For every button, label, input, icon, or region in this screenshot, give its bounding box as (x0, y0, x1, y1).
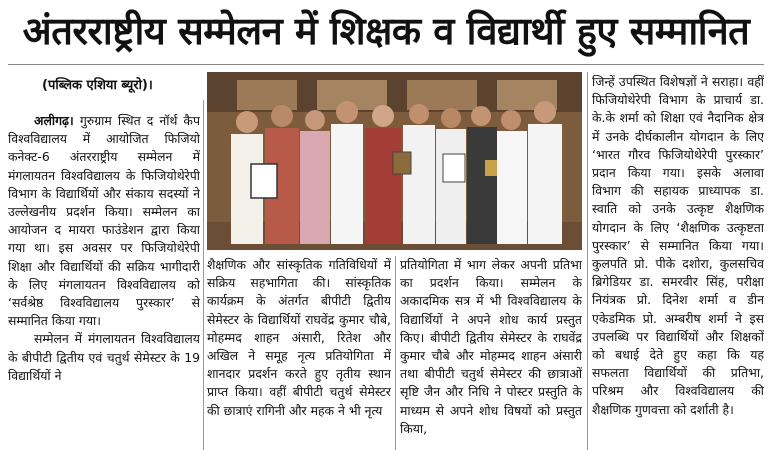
group-photo-illustration (207, 72, 582, 250)
headline-rule (8, 64, 764, 65)
article-column-1 (8, 112, 200, 450)
column-1-text: गुरुग्राम स्थित द नॉर्थ कैप विश्वविद्यालय में आयोजित फिजियो कनेक्ट-6 अंतरराष्ट्रीय सम्मेलन में मंगलायतन विश्वविद्यालय के फिजियोथेरेपी विभाग के विद्यार्थियों और संकाय सदस्यों ने उल्लेखनीय प्रदर्शन किया। सम्मेलन का आयोजन द मायरा फाउंडेशन द्वारा किया गया था। इस अवसर पर फिजियोथेरेपी शिक्षा और विद्यार्थियों की सक्रिय भागीदारी के लिए मंगलायतन विश्वविद्यालय को ‘सर्वश्रेष्ठ विश्वविद्यालय पुरस्कार’ से सम्मानित किया गया। (8, 113, 200, 329)
article-column-2 (207, 256, 391, 450)
column-divider (203, 100, 204, 450)
column-divider (587, 72, 588, 450)
column-2-text: शैक्षणिक और सांस्कृतिक गतिविधियों में सक्रिय सहभागिता की। सांस्कृतिक कार्यक्रम के अंतर्गत बीपीटी द्वितीय सेमेस्टर के विद्यार्थियों राघवेंद्र कुमार चौबे, मोहम्मद शाहन अंसारी, रितेश और अखिल ने समूह नृत्य प्रतियोगिता में शानदार प्रदर्शन करते हुए तृतीय स्थान प्राप्त किया। वहीं बीपीटी चतुर्थ सेमेस्टर की छात्राएं रागिनी और महक ने भी नृत्य (207, 257, 391, 418)
column-4-text: जिन्हें उपस्थित विशेषज्ञों ने सराहा। वहीं फिजियोथेरेपी विभाग के प्राचार्य डा. के.के शर्मा को शिक्षा एवं नैदानिक क्षेत्र में उनके दीर्घकालीन योगदान के लिए ‘भारत गौरव फिजियोथेरेपी पुरस्कार’ प्रदान किया गया। इसके अलावा विभाग की सहायक प्राध्यापक डा. स्वाति को उनके उत्कृष्ट शैक्षणिक योगदान के लिए ‘शैक्षणिक उत्कृष्टता पुरस्कार’ से सम्मानित किया गया। कुलपति प्रो. पीके दशोरा, कुलसचिव ब्रिगेडियर डा. समरवीर सिंह, परीक्षा नियंत्रक प्रो. दिनेश शर्मा व डीन एकेडमिक प्रो. अम्बरीष शर्मा ने इस उपलब्धि पर विद्यार्थियों और शिक्षकों को बधाई देते हुए कहा कि यह सफलता विद्यार्थियों की प्रतिभा, परिश्रम और विश्वविद्यालय की शैक्षणिक गुणवत्ता को दर्शाती है। (592, 74, 764, 417)
headline: अंतरराष्ट्रीय सम्मेलन में शिक्षक व विद्यार्थी हुए सम्मानित (22, 9, 750, 53)
event-photo (207, 72, 582, 250)
byline: (पब्लिक एशिया ब्यूरो)। (42, 78, 153, 93)
article-column-4 (592, 73, 764, 450)
column-3-text: प्रतियोगिता में भाग लेकर अपनी प्रतिभा का प्रदर्शन किया। सम्मेलन के अकादमिक सत्र में भी विश्वविद्यालय के विद्यार्थियों ने अपने शोध कार्य प्रस्तुत किए। बीपीटी द्वितीय सेमेस्टर के राघवेंद्र कुमार चौबे और मोहम्मद शाहन अंसारी तथा बीपीटी चतुर्थ सेमेस्टर की छात्राओं सृष्टि जैन और निधि ने पोस्टर प्रस्तुति के माध्यम से अपने शोध विषयों को प्रस्तुत किया, (400, 257, 582, 436)
article-column-3 (400, 256, 582, 450)
column-divider (395, 256, 396, 450)
dateline: अलीगढ़। (34, 113, 74, 128)
column-1-text-2: सम्मेलन में मंगलायतन विश्वविद्यालय के बीपीटी द्वितीय एवं चतुर्थ सेमेस्टर के 19 विद्यार्थियों ने (8, 331, 200, 383)
